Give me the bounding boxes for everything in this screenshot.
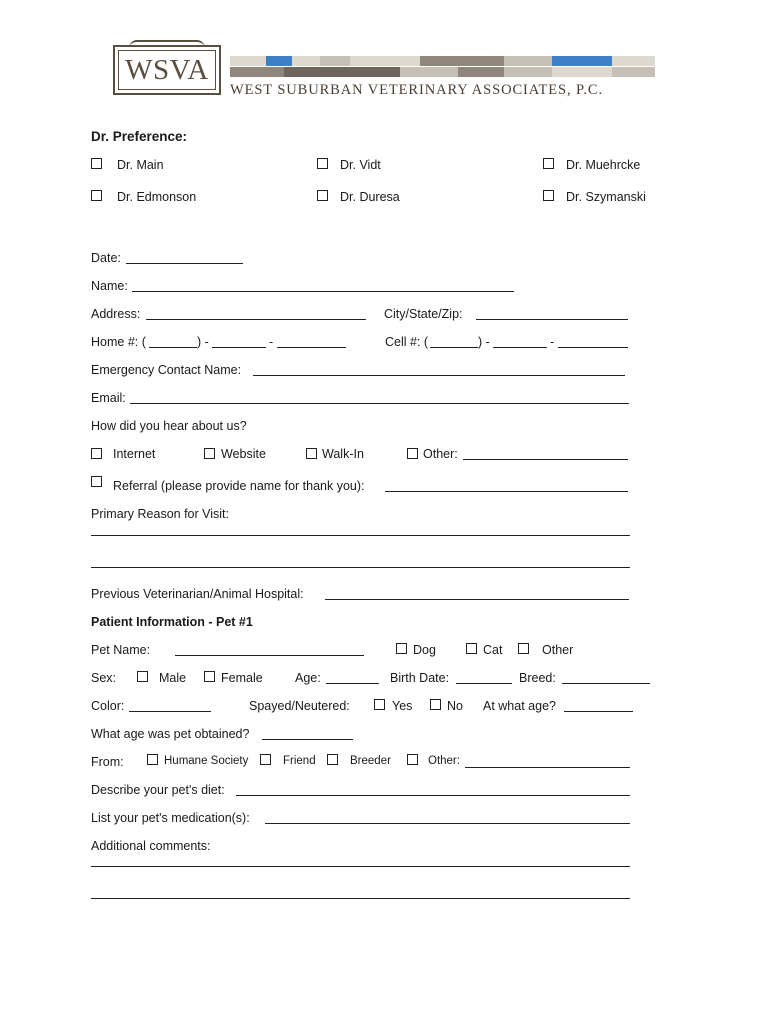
label-reason: Primary Reason for Visit: xyxy=(91,507,230,521)
label-dr-vidt: Dr. Vidt xyxy=(340,158,381,172)
label-dog: Dog xyxy=(413,643,436,657)
cell-prefix-field[interactable] xyxy=(493,347,547,348)
from-other-field[interactable] xyxy=(465,767,630,768)
checkbox-referral[interactable] xyxy=(91,476,102,487)
label-cell-close: ) - xyxy=(478,335,490,349)
label-breeder: Breeder xyxy=(350,755,391,767)
logo-frame xyxy=(113,45,221,95)
label-cat: Cat xyxy=(483,643,503,657)
label-at-age: At what age? xyxy=(483,699,556,713)
home-prefix-field[interactable] xyxy=(212,347,266,348)
at-age-field[interactable] xyxy=(564,711,633,712)
label-home-dash: - xyxy=(269,335,274,349)
label-hear: How did you hear about us? xyxy=(91,419,247,433)
label-age: Age: xyxy=(295,671,321,685)
label-breed: Breed: xyxy=(519,671,556,685)
label-previous-vet: Previous Veterinarian/Animal Hospital: xyxy=(91,587,304,601)
address-field[interactable] xyxy=(146,319,366,320)
label-home: Home #: ( xyxy=(91,335,146,349)
date-field[interactable] xyxy=(126,263,243,264)
checkbox-species-other[interactable] xyxy=(518,643,529,654)
meds-field[interactable] xyxy=(265,823,630,824)
checkbox-internet[interactable] xyxy=(91,448,102,459)
preference-title: Dr. Preference: xyxy=(91,129,188,144)
checkbox-from-other[interactable] xyxy=(407,754,418,765)
home-area-field[interactable] xyxy=(149,347,197,348)
label-referral: Referral (please provide name for thank you): xyxy=(113,479,365,493)
checkbox-cat[interactable] xyxy=(466,643,477,654)
emergency-field[interactable] xyxy=(253,375,625,376)
label-spayed: Spayed/Neutered: xyxy=(249,699,350,713)
label-female: Female xyxy=(221,671,263,685)
label-spayed-no: No xyxy=(447,699,463,713)
email-field[interactable] xyxy=(130,403,629,404)
breed-field[interactable] xyxy=(562,683,650,684)
checkbox-friend[interactable] xyxy=(260,754,271,765)
label-dr-muehrcke: Dr. Muehrcke xyxy=(566,158,641,172)
reason-line-1[interactable] xyxy=(91,535,630,536)
checkbox-walk-in[interactable] xyxy=(306,448,317,459)
label-obtained: What age was pet obtained? xyxy=(91,727,250,741)
label-color: Color: xyxy=(91,699,125,713)
checkbox-spayed-no[interactable] xyxy=(430,699,441,710)
comments-line-2[interactable] xyxy=(91,898,630,899)
checkbox-hear-other[interactable] xyxy=(407,448,418,459)
label-dr-szymanski: Dr. Szymanski xyxy=(566,190,646,204)
label-date: Date: xyxy=(91,251,121,265)
checkbox-dr-main[interactable] xyxy=(91,158,102,169)
label-sex: Sex: xyxy=(91,671,117,685)
logo-text: WSVA xyxy=(118,50,216,90)
hear-other-field[interactable] xyxy=(463,459,628,460)
birth-date-field[interactable] xyxy=(456,683,512,684)
checkbox-website[interactable] xyxy=(204,448,215,459)
label-diet: Describe your pet's diet: xyxy=(91,783,225,797)
referral-field[interactable] xyxy=(385,491,628,492)
label-spayed-yes: Yes xyxy=(392,699,413,713)
label-emergency: Emergency Contact Name: xyxy=(91,363,242,377)
patient-title: Patient Information - Pet #1 xyxy=(91,615,253,629)
checkbox-spayed-yes[interactable] xyxy=(374,699,385,710)
label-humane-society: Humane Society xyxy=(164,755,249,767)
label-city: City/State/Zip: xyxy=(384,307,463,321)
checkbox-dr-szymanski[interactable] xyxy=(543,190,554,201)
label-name: Name: xyxy=(91,279,128,293)
label-email: Email: xyxy=(91,391,126,405)
label-cell: Cell #: ( xyxy=(385,335,429,349)
label-dr-edmonson: Dr. Edmonson xyxy=(117,190,197,204)
checkbox-dr-duresa[interactable] xyxy=(317,190,328,201)
label-meds: List your pet's medication(s): xyxy=(91,811,250,825)
home-number-field[interactable] xyxy=(277,347,346,348)
name-field[interactable] xyxy=(132,291,514,292)
previous-vet-field[interactable] xyxy=(325,599,629,600)
label-male: Male xyxy=(159,671,187,685)
cell-number-field[interactable] xyxy=(558,347,628,348)
label-address: Address: xyxy=(91,307,141,321)
obtained-field[interactable] xyxy=(262,739,353,740)
label-dr-main: Dr. Main xyxy=(117,158,164,172)
label-from-other: Other: xyxy=(428,755,460,767)
label-cell-dash: - xyxy=(550,335,555,349)
label-friend: Friend xyxy=(283,755,316,767)
cell-area-field[interactable] xyxy=(430,347,478,348)
checkbox-male[interactable] xyxy=(137,671,148,682)
label-dr-duresa: Dr. Duresa xyxy=(340,190,400,204)
label-home-close: ) - xyxy=(197,335,209,349)
label-comments: Additional comments: xyxy=(91,839,211,853)
pet-name-field[interactable] xyxy=(175,655,364,656)
comments-line-1[interactable] xyxy=(91,866,630,867)
color-field[interactable] xyxy=(129,711,211,712)
checkbox-dog[interactable] xyxy=(396,643,407,654)
label-website: Website xyxy=(221,447,266,461)
diet-field[interactable] xyxy=(236,795,630,796)
label-hear-other: Other: xyxy=(423,447,458,461)
checkbox-humane-society[interactable] xyxy=(147,754,158,765)
label-species-other: Other xyxy=(542,643,574,657)
city-field[interactable] xyxy=(476,319,628,320)
label-internet: Internet xyxy=(113,447,156,461)
label-walk-in: Walk-In xyxy=(322,447,364,461)
checkbox-dr-edmonson[interactable] xyxy=(91,190,102,201)
reason-line-2[interactable] xyxy=(91,567,630,568)
label-pet-name: Pet Name: xyxy=(91,643,151,657)
label-from: From: xyxy=(91,755,124,769)
checkbox-dr-vidt[interactable] xyxy=(317,158,328,169)
age-field[interactable] xyxy=(326,683,379,684)
checkbox-breeder[interactable] xyxy=(327,754,338,765)
checkbox-dr-muehrcke[interactable] xyxy=(543,158,554,169)
checkbox-female[interactable] xyxy=(204,671,215,682)
label-birth-date: Birth Date: xyxy=(390,671,450,685)
company-name: WEST SUBURBAN VETERINARY ASSOCIATES, P.C. xyxy=(230,82,604,98)
